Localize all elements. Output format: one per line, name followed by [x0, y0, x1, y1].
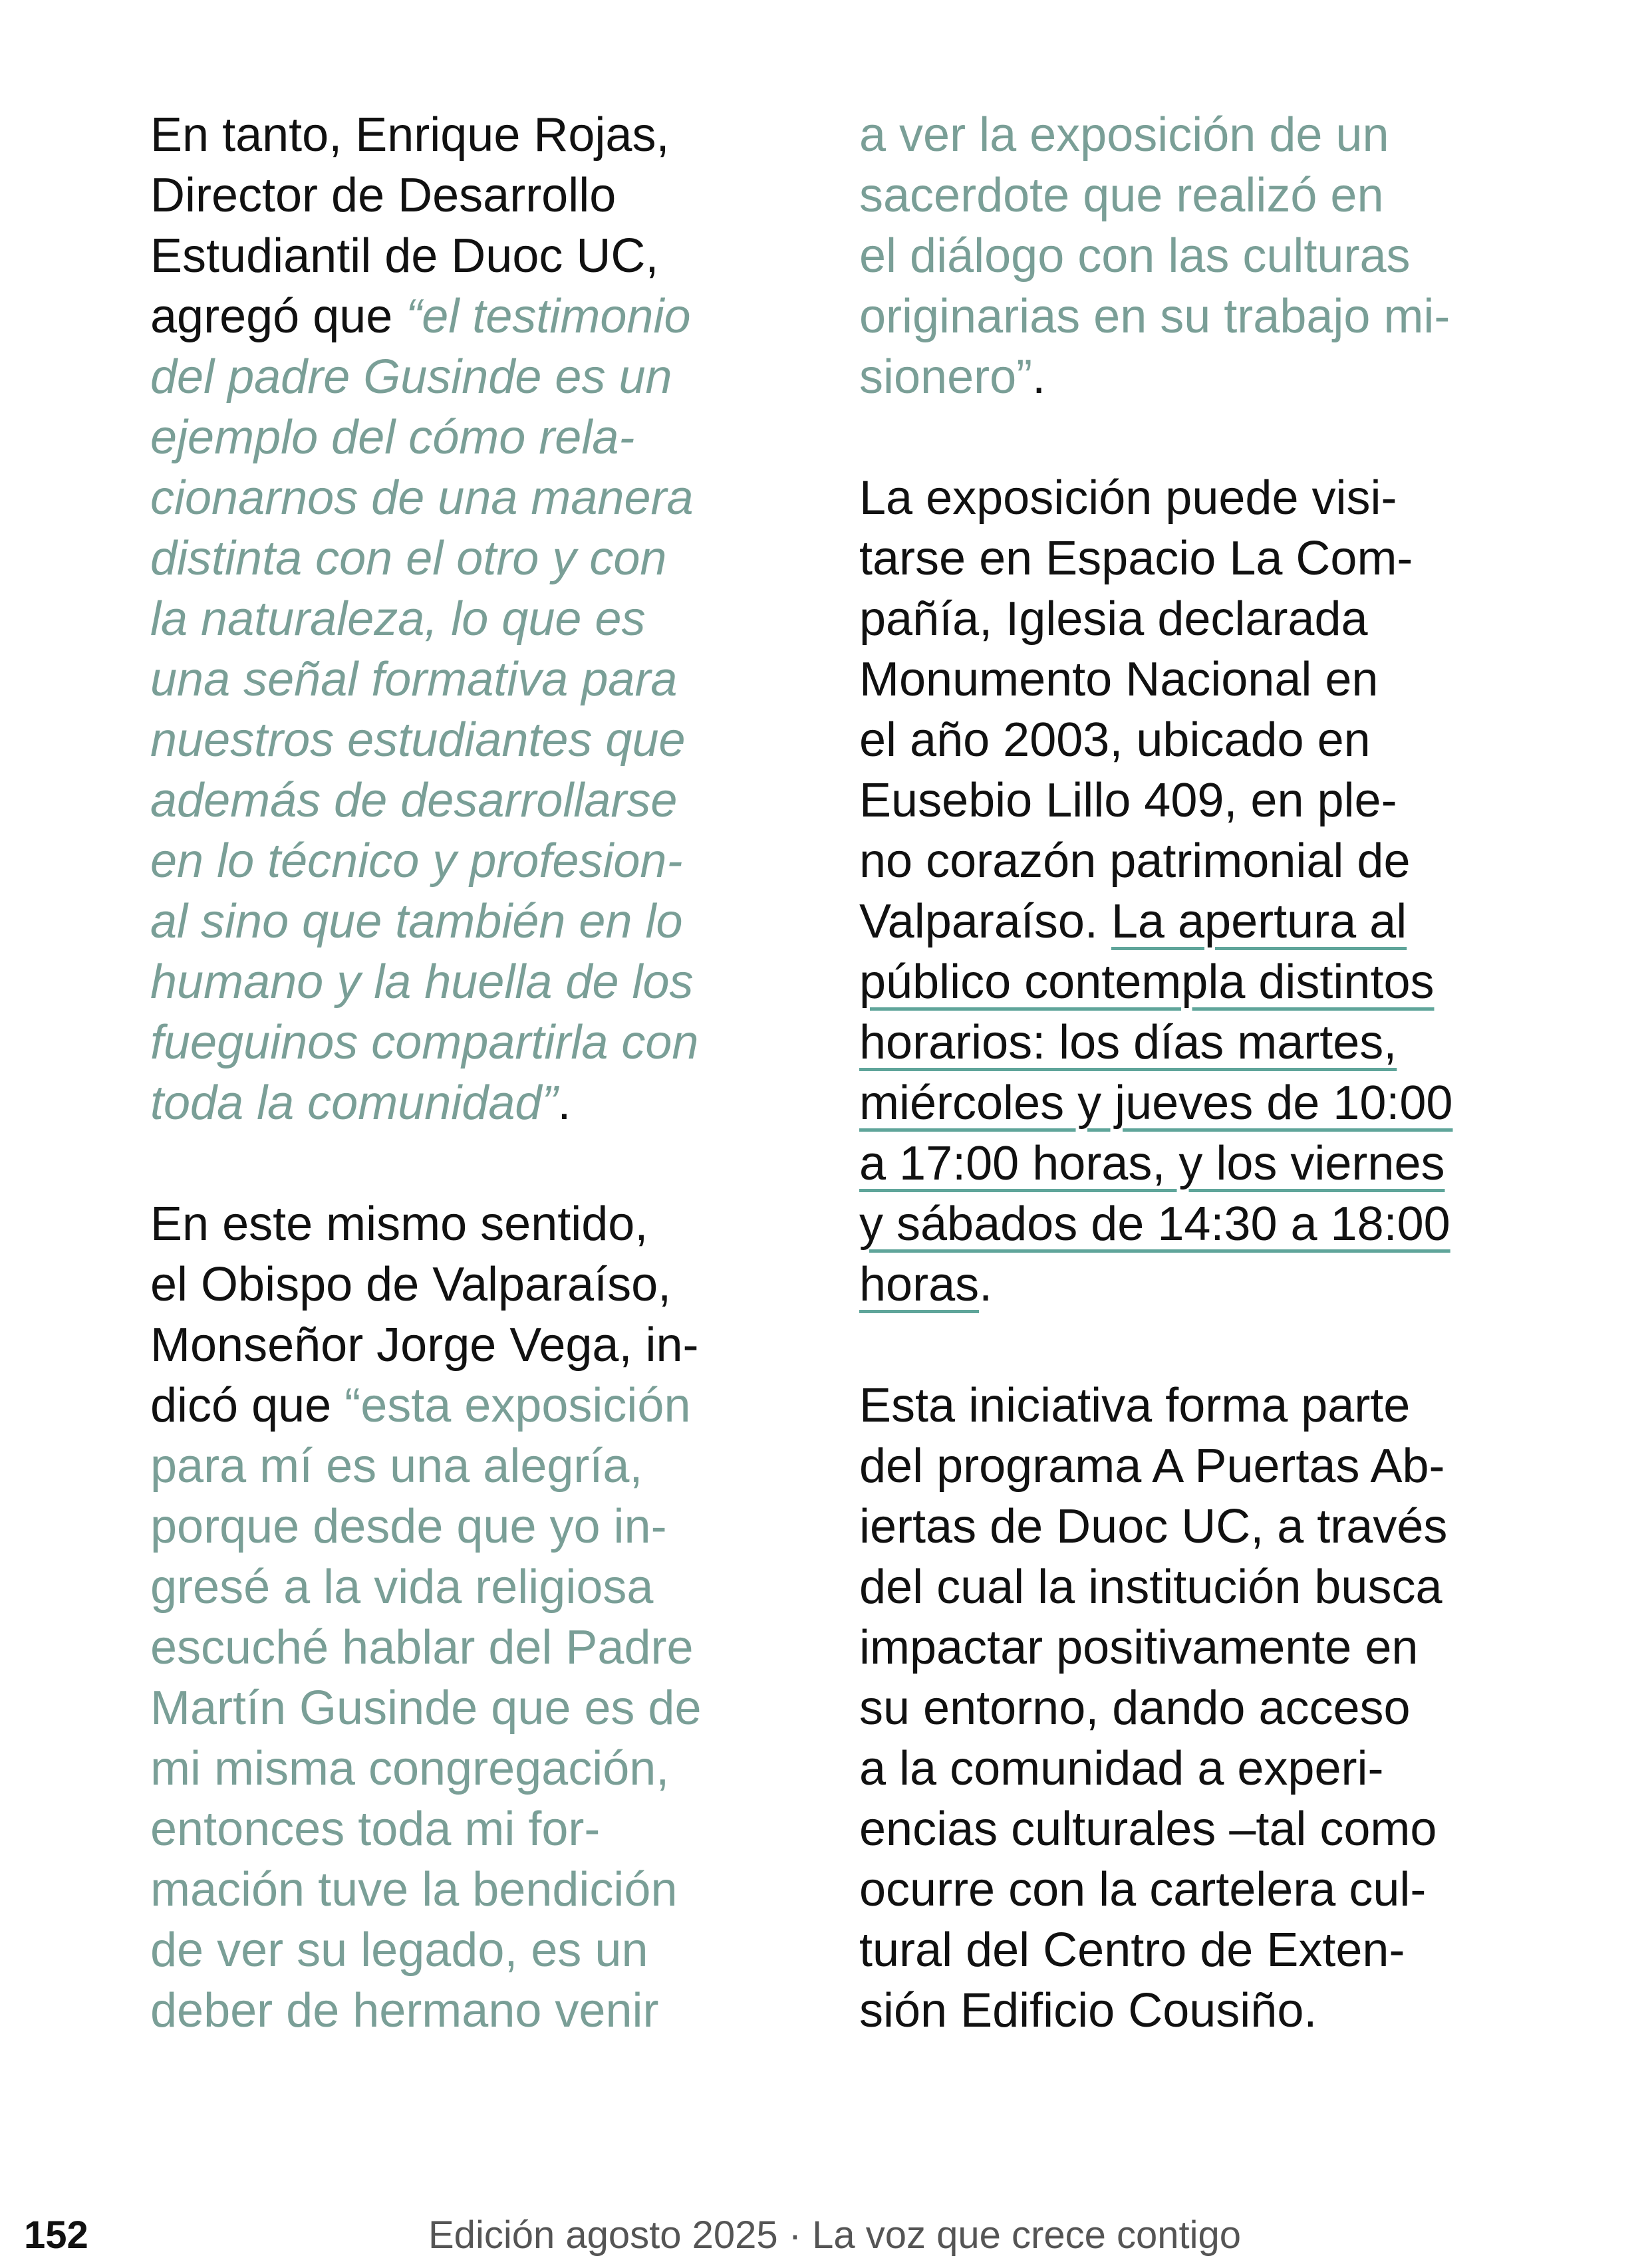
page-footer: [0, 2209, 1648, 2262]
text-line: [150, 1557, 749, 1618]
text-line: [859, 831, 1518, 892]
paragraph-enrique-rojas: [150, 105, 749, 1134]
text-line: [150, 287, 749, 347]
body-text: dicó que: [150, 1379, 345, 1432]
text-line: [150, 1073, 749, 1134]
text-line: [150, 1497, 749, 1557]
quote-text-italic: fueguinos compartirla con: [150, 1016, 699, 1069]
quote-text: sacerdote que realizó en: [859, 169, 1384, 222]
quote-text: gresé a la vida religiosa: [150, 1561, 654, 1614]
quote-text-italic: al sino que también en lo: [150, 895, 683, 948]
text-line: [150, 1618, 749, 1678]
text-line: [150, 1981, 749, 2041]
quote-text: originarias en su trabajo mi-: [859, 290, 1450, 343]
text-line: [150, 468, 749, 529]
text-line: [150, 529, 749, 589]
quote-text: para mí es una alegría,: [150, 1440, 643, 1493]
body-text: el Obispo de Valparaíso,: [150, 1258, 672, 1311]
body-text: pañía, Iglesia declarada: [859, 592, 1368, 646]
paragraph-obispo-vega: [150, 1194, 749, 2041]
text-line: [150, 771, 749, 831]
text-line: [150, 952, 749, 1013]
text-line: [150, 710, 749, 771]
underlined-schedule-text: La apertura al: [1111, 895, 1407, 948]
body-text: agregó que: [150, 290, 406, 343]
body-text: .: [557, 1076, 571, 1130]
text-line: [859, 166, 1518, 226]
body-text: En tanto, Enrique Rojas,: [150, 108, 670, 162]
text-line: encias culturales –tal como: [859, 1803, 1437, 1856]
quote-text-italic: además de desarrollarse: [150, 774, 678, 827]
text-line: [859, 1134, 1518, 1194]
text-line: [150, 1860, 749, 1920]
left-column: [150, 105, 749, 2041]
quote-text: escuché hablar del Padre: [150, 1621, 694, 1674]
text-line: [859, 892, 1518, 952]
paragraph-quote-continuation: [859, 105, 1518, 408]
underlined-schedule-text: miércoles y jueves de 10:00: [859, 1076, 1453, 1130]
text-line: sión Edificio Cousiño.: [859, 1984, 1317, 2037]
text-line: [150, 1920, 749, 1981]
text-line: [150, 1255, 749, 1315]
footer-edition-text: Edición agosto 2025 · La voz que crece contigo: [428, 2213, 1242, 2257]
body-text: .: [979, 1258, 993, 1311]
text-line: [150, 1678, 749, 1739]
text-line: [859, 650, 1518, 710]
quote-text-italic: una señal formativa para: [150, 653, 678, 706]
paragraph-exposicion-horarios: [859, 468, 1518, 1315]
text-line: [859, 287, 1518, 347]
text-line: [150, 1799, 749, 1860]
underlined-schedule-text: horas: [859, 1258, 980, 1311]
text-line: [150, 1194, 749, 1255]
text-line: [150, 408, 749, 468]
text-line: tural del Centro de Exten-: [859, 1924, 1405, 1977]
text-line: su entorno, dando acceso: [859, 1682, 1411, 1735]
text-line: [150, 1376, 749, 1436]
text-line: [859, 468, 1518, 529]
quote-text-italic: cionarnos de una manera: [150, 471, 694, 525]
quote-text: entonces toda mi for-: [150, 1803, 601, 1856]
quote-text-italic: nuestros estudiantes que: [150, 713, 686, 767]
text-line: [150, 105, 749, 166]
paragraph-iniciativa: [859, 1376, 1518, 2041]
body-text: tarse en Espacio La Com-: [859, 532, 1413, 585]
quote-text-italic: toda la comunidad”: [150, 1076, 558, 1130]
body-text: La exposición puede visi-: [859, 471, 1397, 525]
quote-text-italic: del padre Gusinde es un: [150, 350, 672, 404]
text-line: [859, 1255, 1518, 1315]
quote-text-italic: en lo técnico y profesion-: [150, 834, 683, 888]
body-text: el año 2003, ubicado en: [859, 713, 1371, 767]
quote-text: de ver su legado, es un: [150, 1924, 648, 1977]
quote-text: Martín Gusinde que es de: [150, 1682, 702, 1735]
text-line: [859, 710, 1518, 771]
text-line: Esta iniciativa forma parte: [859, 1379, 1411, 1432]
text-line: [859, 105, 1518, 166]
body-text: Director de Desarrollo: [150, 169, 617, 222]
underlined-schedule-text: a 17:00 horas, y los viernes: [859, 1137, 1445, 1190]
text-line: [150, 650, 749, 710]
quote-text: el diálogo con las culturas: [859, 229, 1411, 283]
text-line: [859, 226, 1518, 287]
text-line: [859, 771, 1518, 831]
text-line: [150, 831, 749, 892]
text-line: [150, 166, 749, 226]
text-line: del cual la institución busca: [859, 1561, 1442, 1614]
text-line: ocurre con la cartelera cul-: [859, 1863, 1427, 1916]
body-text: .: [1032, 350, 1046, 404]
body-text: no corazón patrimonial de: [859, 834, 1411, 888]
text-line: [150, 1315, 749, 1376]
text-line: del programa A Puertas Ab-: [859, 1440, 1445, 1493]
quote-text-italic: ejemplo del cómo rela-: [150, 411, 635, 464]
text-line: [150, 892, 749, 952]
text-line: [859, 1194, 1518, 1255]
text-line: [150, 347, 749, 408]
text-line: [150, 226, 749, 287]
body-text: En este mismo sentido,: [150, 1197, 648, 1251]
text-line: [859, 1073, 1518, 1134]
text-line: [859, 1013, 1518, 1073]
text-line: impactar positivamente en: [859, 1621, 1419, 1674]
quote-text-italic: distinta con el otro y con: [150, 532, 667, 585]
text-line: [150, 1739, 749, 1799]
underlined-schedule-text: horarios: los días martes,: [859, 1016, 1397, 1069]
text-line: [150, 1013, 749, 1073]
underlined-schedule-text: público contempla distintos: [859, 955, 1435, 1009]
text-line: [150, 1436, 749, 1497]
right-column: [859, 105, 1518, 2041]
quote-text: deber de hermano venir: [150, 1984, 659, 2037]
quote-text: a ver la exposición de un: [859, 108, 1389, 162]
text-line: a la comunidad a experi-: [859, 1742, 1384, 1795]
underlined-schedule-text: y sábados de 14:30 a 18:00: [859, 1197, 1450, 1251]
text-line: [859, 589, 1518, 650]
quote-text-italic: la naturaleza, lo que es: [150, 592, 646, 646]
text-line: iertas de Duoc UC, a través: [859, 1500, 1448, 1553]
text-line: [859, 529, 1518, 589]
body-text: Monseñor Jorge Vega, in-: [150, 1319, 699, 1372]
quote-text: “esta exposición: [344, 1379, 691, 1432]
quote-text-italic: humano y la huella de los: [150, 955, 694, 1009]
body-text: Eusebio Lillo 409, en ple-: [859, 774, 1397, 827]
quote-text: sionero”: [859, 350, 1033, 404]
body-text: Valparaíso.: [859, 895, 1111, 948]
text-line: [150, 589, 749, 650]
quote-text: mi misma congregación,: [150, 1742, 670, 1795]
quote-text: porque desde que yo in-: [150, 1500, 667, 1553]
quote-text: mación tuve la bendición: [150, 1863, 678, 1916]
quote-text-italic: “el testimonio: [406, 290, 691, 343]
page-number: 152: [24, 2213, 88, 2257]
body-text: Estudiantil de Duoc UC,: [150, 229, 659, 283]
text-line: [859, 952, 1518, 1013]
text-line: [859, 347, 1518, 408]
body-text: Monumento Nacional en: [859, 653, 1379, 706]
